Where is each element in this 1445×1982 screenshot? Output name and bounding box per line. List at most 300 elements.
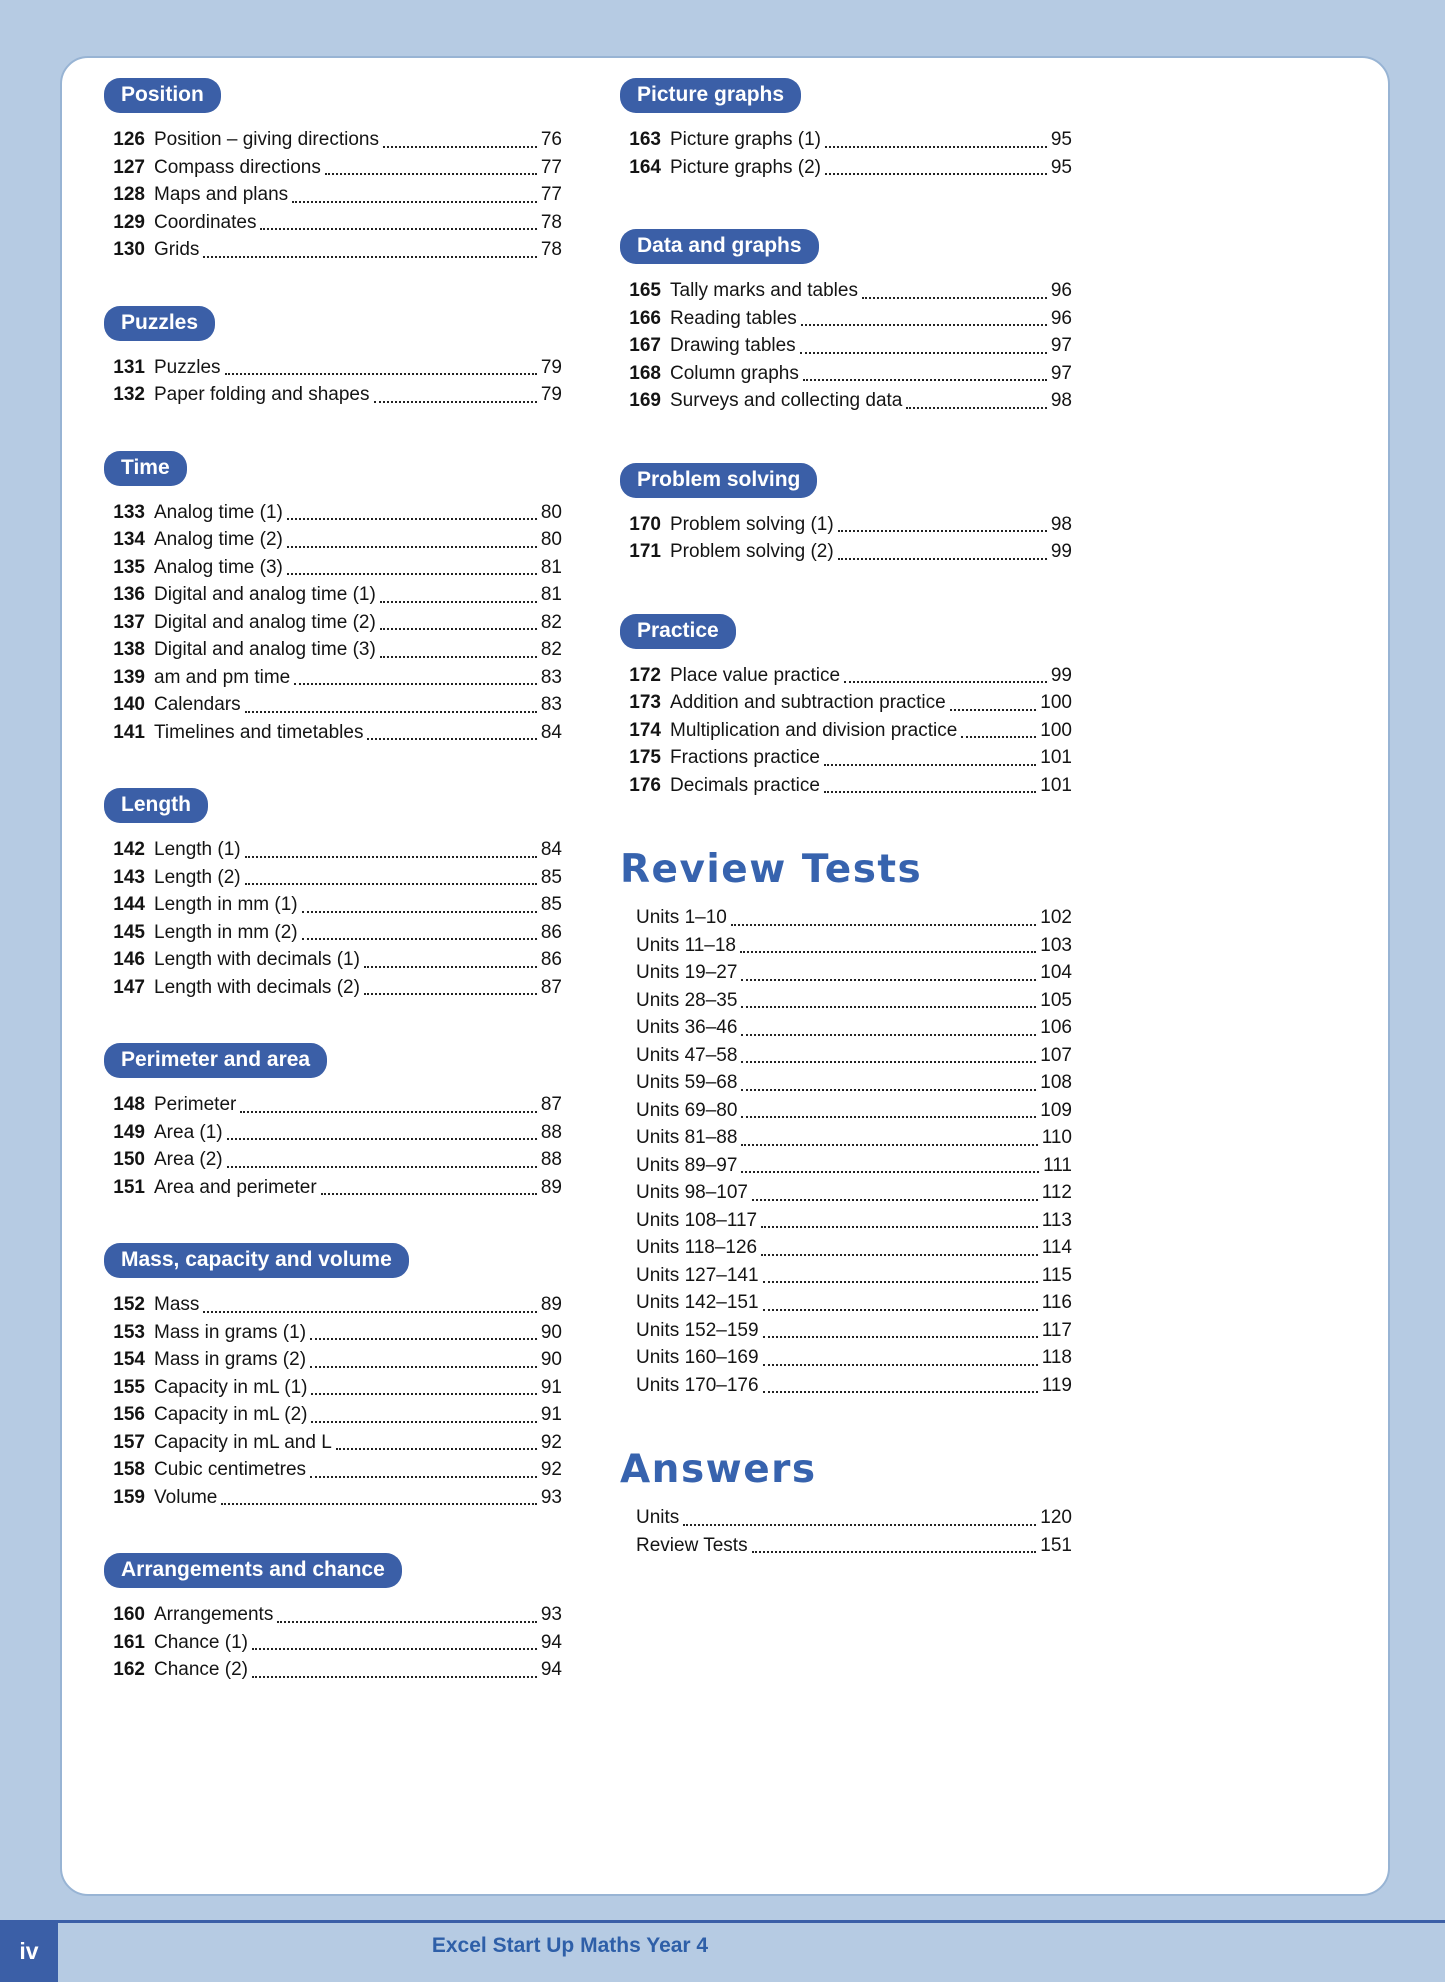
entry-label: am and pm time [154,666,291,688]
entry-number: 134 [113,529,145,550]
toc-entry [104,526,562,554]
entry-number: 140 [113,694,145,715]
entry-number: 133 [113,501,145,523]
dot-leader [203,256,536,258]
entry-label: Place value practice [670,664,841,686]
toc-entry [104,1484,562,1512]
section-header-pill: Position [104,78,221,113]
entry-label: Reading tables [670,307,797,329]
entry-number: 151 [113,1176,145,1198]
dot-leader [325,173,537,175]
entry-page-number: 96 [1050,307,1072,329]
toc-entry [104,864,562,892]
entry-label: Compass directions [154,156,321,178]
toc-entry [104,1146,562,1174]
entry-page-number: 111 [1043,1154,1072,1176]
entry-page-number: 119 [1041,1374,1072,1396]
entry-page-number: 109 [1040,1099,1072,1121]
entry-number: 150 [113,1149,145,1170]
entry-page-number: 83 [540,666,562,688]
entry-label: Paper folding and shapes [154,384,370,405]
dot-leader [364,993,537,995]
entry-label: Surveys and collecting data [670,390,903,411]
toc-entry [104,919,562,947]
entry-page-number: 95 [1050,156,1072,178]
dot-leader [800,352,1047,354]
entry-label: Length with decimals (1) [154,949,360,970]
entry-number: 157 [113,1431,145,1453]
dot-leader [761,1226,1038,1228]
dot-leader [763,1309,1038,1311]
entry-number: 135 [113,556,145,578]
entry-page-number: 89 [540,1176,562,1198]
entry-page-number: 84 [540,839,562,860]
entry-label: Capacity in mL (2) [154,1404,308,1425]
section-header-pill: Practice [620,614,736,649]
section-header-pill: Puzzles [104,306,215,341]
footer-rule [58,1920,1445,1923]
entry-page-number: 95 [1050,129,1072,150]
entry-page-number: 108 [1040,1072,1072,1093]
entry-number: 166 [629,307,661,329]
entry-page-number: 112 [1041,1182,1072,1203]
entry-label: Units 59–68 [636,1072,738,1093]
dot-leader [761,1254,1038,1256]
entry-page-number: 87 [540,976,562,998]
toc-entry [104,1656,562,1684]
toc-entry [620,1234,1072,1262]
toc-entry [620,126,1072,154]
entry-label: Volume [154,1486,218,1508]
dot-leader [763,1281,1038,1283]
toc-entry [620,959,1072,987]
dot-leader [374,401,537,403]
dot-leader [260,228,536,230]
entry-label: Calendars [154,694,241,715]
entry-number: 132 [113,384,145,405]
entry-number: 160 [113,1604,145,1625]
entry-label: Units 108–117 [636,1209,758,1231]
toc-section [104,1043,562,1201]
entry-label: Decimals practice [670,774,820,796]
toc-section [104,1553,562,1684]
toc-entry [104,581,562,609]
page-footer [0,1920,1445,1982]
toc-entry [104,891,562,919]
toc-entry [620,1042,1072,1070]
toc-entry [104,1429,562,1457]
entry-label: Analog time (3) [154,556,283,578]
entry-number: 146 [113,949,145,970]
entry-label: Capacity in mL (1) [154,1376,308,1398]
toc-entry [104,1374,562,1402]
toc-entry [104,609,562,637]
entry-label: Grids [154,239,200,260]
entry-page-number: 87 [540,1094,562,1115]
entry-label: Units [636,1507,680,1528]
entry-number: 169 [629,390,661,411]
entry-page-number: 99 [1050,541,1072,562]
entry-number: 129 [113,211,145,233]
toc-entry [104,1401,562,1429]
toc-entry [620,1069,1072,1097]
page-number: iv [0,1920,58,1982]
section-header-pill: Arrangements and chance [104,1553,402,1588]
entry-label: Capacity in mL and L [154,1431,332,1453]
entry-label: Cubic centimetres [154,1459,307,1480]
entry-label: Units 127–141 [636,1264,759,1286]
entry-label: Digital and analog time (1) [154,584,376,605]
entry-number: 143 [113,866,145,888]
entry-page-number: 83 [540,694,562,715]
entry-number: 165 [629,280,661,301]
entry-page-number: 85 [540,866,562,888]
entry-number: 144 [113,894,145,915]
entry-label: Units 118–126 [636,1237,758,1258]
entry-page-number: 105 [1040,989,1072,1011]
dot-leader [310,1476,537,1478]
toc-entry [620,772,1072,800]
dot-leader [292,201,537,203]
toc-entry [104,126,562,154]
entry-number: 155 [113,1376,145,1398]
entry-page-number: 77 [540,184,562,205]
entry-page-number: 94 [540,1659,562,1680]
entry-number: 154 [113,1349,145,1370]
dot-leader [731,924,1036,926]
entry-number: 126 [113,129,145,150]
toc-section [104,1243,562,1511]
toc-entry [620,277,1072,305]
entry-label: Analog time (1) [154,501,283,523]
entry-label: Column graphs [670,362,799,384]
toc-column-left [104,78,562,1684]
entry-page-number: 98 [1050,390,1072,411]
entry-page-number: 97 [1050,335,1072,356]
dot-leader [741,1006,1036,1008]
dot-leader [824,764,1036,766]
entry-label: Picture graphs (2) [670,156,822,178]
entry-label: Review Tests [636,1534,748,1556]
toc-entry [104,1174,562,1202]
entry-number: 131 [113,356,145,378]
entry-label: Length in mm (2) [154,921,298,943]
entry-page-number: 86 [540,921,562,943]
entry-page-number: 103 [1040,934,1072,956]
entry-label: Position – giving directions [154,129,379,150]
dot-leader [321,1193,537,1195]
entry-label: Picture graphs (1) [670,129,822,150]
entry-page-number: 113 [1041,1209,1072,1231]
entry-number: 175 [629,747,661,768]
entry-label: Addition and subtraction practice [670,692,946,713]
entry-number: 172 [629,664,661,686]
dot-leader [245,711,537,713]
dot-leader [311,1393,536,1395]
entry-page-number: 98 [1050,513,1072,535]
entry-page-number: 79 [540,356,562,378]
entry-label: Puzzles [154,356,221,378]
entry-label: Units 1–10 [636,907,727,928]
toc-entry [620,1289,1072,1317]
entry-label: Area (2) [154,1149,223,1170]
entry-page-number: 84 [540,721,562,743]
entry-page-number: 104 [1040,962,1072,983]
entry-page-number: 91 [540,1376,562,1398]
toc-entry [620,1207,1072,1235]
entry-label: Chance (1) [154,1631,248,1653]
entry-number: 137 [113,611,145,633]
entry-label: Digital and analog time (2) [154,611,376,633]
toc-entry [620,987,1072,1015]
entry-label: Problem solving (2) [670,541,834,562]
dot-leader [763,1336,1038,1338]
entry-number: 170 [629,513,661,535]
entry-label: Units 11–18 [636,934,736,956]
entry-page-number: 90 [540,1349,562,1370]
big-section-heading: Answers [620,1447,817,1492]
entry-number: 149 [113,1121,145,1143]
toc-section [104,788,562,1001]
dot-leader [294,683,537,685]
entry-page-number: 81 [540,584,562,605]
entry-page-number: 77 [540,156,562,178]
toc-card [60,56,1390,1896]
entry-number: 168 [629,362,661,384]
entry-number: 159 [113,1486,145,1508]
dot-leader [277,1621,537,1623]
entry-page-number: 78 [540,211,562,233]
dot-leader [825,173,1047,175]
entry-label: Drawing tables [670,335,796,356]
dot-leader [203,1311,536,1313]
toc-entry [104,1291,562,1319]
toc-entry [104,664,562,692]
section-header-pill: Mass, capacity and volume [104,1243,409,1278]
dot-leader [752,1551,1037,1553]
dot-leader [380,656,537,658]
toc-entry [620,1124,1072,1152]
toc-entry [620,717,1072,745]
entry-label: Fractions practice [670,747,820,768]
entry-number: 167 [629,335,661,356]
toc-entry [620,1317,1072,1345]
toc-entry [104,181,562,209]
entry-label: Chance (2) [154,1659,248,1680]
entry-number: 162 [113,1659,145,1680]
entry-label: Analog time (2) [154,529,283,550]
toc-section [104,451,562,747]
toc-entry [104,1319,562,1347]
dot-leader [741,1116,1036,1118]
dot-leader [240,1111,537,1113]
dot-leader [741,1144,1037,1146]
dot-leader [844,681,1047,683]
section-header-pill: Length [104,788,208,823]
dot-leader [221,1503,536,1505]
entry-page-number: 116 [1041,1292,1072,1313]
toc-entry [620,360,1072,388]
toc-entry [620,1179,1072,1207]
entry-label: Arrangements [154,1604,274,1625]
entry-page-number: 90 [540,1321,562,1343]
dot-leader [862,297,1047,299]
entry-number: 130 [113,239,145,260]
dot-leader [752,1199,1038,1201]
dot-leader [227,1166,537,1168]
entry-page-number: 101 [1040,747,1072,768]
dot-leader [741,1171,1039,1173]
entry-number: 153 [113,1321,145,1343]
toc-entry [104,354,562,382]
entry-page-number: 82 [540,611,562,633]
entry-label: Maps and plans [154,184,289,205]
toc-entry [104,381,562,409]
toc-entry [620,662,1072,690]
entry-page-number: 92 [540,1431,562,1453]
entry-label: Multiplication and division practice [670,719,958,741]
dot-leader [838,530,1047,532]
entry-page-number: 81 [540,556,562,578]
dot-leader [740,951,1036,953]
toc-entry [104,154,562,182]
toc-entry [620,1532,1072,1560]
entry-page-number: 85 [540,894,562,915]
entry-label: Units 142–151 [636,1292,759,1313]
toc-section [620,1447,1072,1559]
toc-entry [620,332,1072,360]
entry-page-number: 120 [1040,1507,1072,1528]
entry-label: Timelines and timetables [154,721,364,743]
entry-label: Units 28–35 [636,989,738,1011]
entry-label: Mass in grams (1) [154,1321,307,1343]
dot-leader [252,1676,537,1678]
entry-page-number: 102 [1040,907,1072,928]
entry-page-number: 94 [540,1631,562,1653]
dot-leader [310,1338,537,1340]
toc-entry [104,946,562,974]
toc-section [620,614,1072,800]
toc-entry [104,719,562,747]
dot-leader [683,1524,1036,1526]
toc-entry [104,1601,562,1629]
entry-page-number: 93 [540,1604,562,1625]
toc-entry [620,305,1072,333]
dot-leader [763,1364,1038,1366]
entry-label: Area and perimeter [154,1176,317,1198]
entry-label: Units 36–46 [636,1017,738,1038]
entry-number: 136 [113,584,145,605]
dot-leader [741,1089,1036,1091]
entry-number: 138 [113,639,145,660]
entry-page-number: 106 [1040,1017,1072,1038]
entry-number: 139 [113,666,145,688]
toc-entry [620,1097,1072,1125]
entry-page-number: 76 [540,129,562,150]
toc-entry [104,554,562,582]
dot-leader [245,883,537,885]
dot-leader [302,911,537,913]
toc-section [620,463,1072,566]
entry-page-number: 101 [1040,774,1072,796]
entry-label: Length (2) [154,866,241,888]
toc-entry [104,636,562,664]
toc-entry [104,691,562,719]
toc-entry [104,836,562,864]
toc-entry [620,744,1072,772]
entry-number: 161 [113,1631,145,1653]
section-header-pill: Time [104,451,187,486]
dot-leader [801,324,1047,326]
dot-leader [302,938,537,940]
entry-page-number: 91 [540,1404,562,1425]
toc-column-right [620,78,1072,1559]
dot-leader [741,979,1036,981]
dot-leader [287,518,537,520]
entry-number: 142 [113,839,145,860]
entry-number: 128 [113,184,145,205]
toc-entry [620,511,1072,539]
entry-number: 145 [113,921,145,943]
entry-page-number: 99 [1050,664,1072,686]
toc-entry [104,1456,562,1484]
section-header-pill: Perimeter and area [104,1043,327,1078]
entry-label: Digital and analog time (3) [154,639,376,660]
entry-label: Units 98–107 [636,1182,748,1203]
entry-number: 127 [113,156,145,178]
toc-entry [620,1372,1072,1400]
entry-page-number: 82 [540,639,562,660]
entry-label: Mass [154,1294,200,1315]
toc-entry [620,1344,1072,1372]
toc-entry [620,1014,1072,1042]
entry-label: Problem solving (1) [670,513,834,535]
entry-number: 176 [629,774,661,796]
dot-leader [825,146,1047,148]
entry-label: Tally marks and tables [670,280,858,301]
entry-label: Units 170–176 [636,1374,759,1396]
entry-page-number: 79 [540,384,562,405]
entry-page-number: 86 [540,949,562,970]
dot-leader [824,791,1036,793]
toc-entry [620,538,1072,566]
entry-page-number: 88 [540,1121,562,1143]
entry-label: Length in mm (1) [154,894,298,915]
toc-entry [620,387,1072,415]
entry-label: Length with decimals (2) [154,976,360,998]
toc-section [104,78,562,264]
entry-page-number: 97 [1050,362,1072,384]
dot-leader [367,738,536,740]
toc-section [620,229,1072,415]
dot-leader [741,1061,1036,1063]
section-header-pill: Data and graphs [620,229,819,264]
entry-label: Coordinates [154,211,257,233]
dot-leader [741,1034,1036,1036]
dot-leader [245,856,537,858]
dot-leader [961,736,1036,738]
entry-page-number: 78 [540,239,562,260]
dot-leader [763,1391,1038,1393]
entry-page-number: 96 [1050,280,1072,301]
dot-leader [383,146,537,148]
toc-entry [104,209,562,237]
dot-leader [287,546,537,548]
entry-page-number: 115 [1041,1264,1072,1286]
entry-label: Units 152–159 [636,1319,759,1341]
entry-number: 171 [629,541,661,562]
toc-entry [104,236,562,264]
